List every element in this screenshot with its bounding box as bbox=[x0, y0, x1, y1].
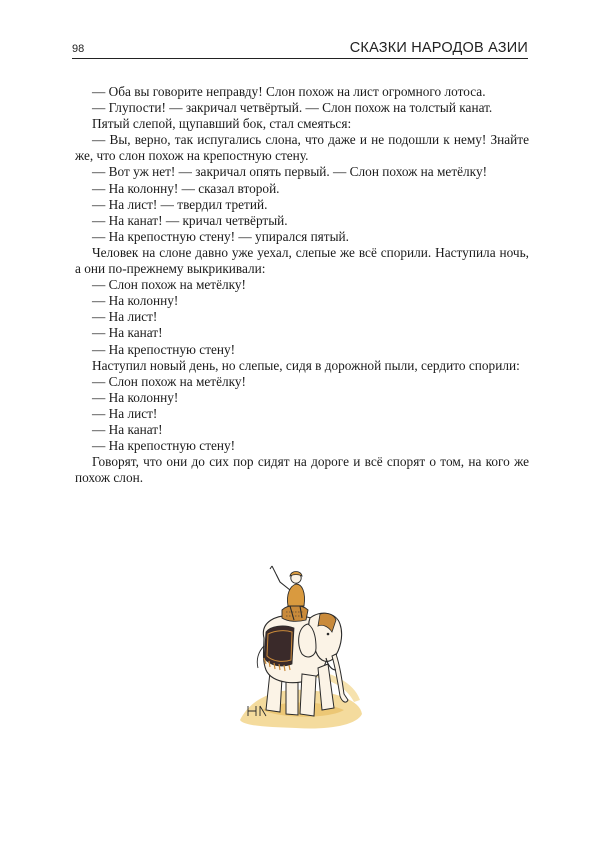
page-number: 98 bbox=[72, 43, 85, 55]
paragraph: — На канат! bbox=[92, 325, 163, 341]
saddle bbox=[282, 606, 308, 622]
paragraph: — На колонну! bbox=[92, 389, 179, 405]
page-header bbox=[72, 38, 528, 59]
paragraph: Наступил новый день, но слепые, сидя в дорожной пыли, сердито спорили: bbox=[92, 357, 520, 373]
paragraph: Человек на слоне давно уже уехал, слепые же всё спорили. Наступила ночь, а они по-прежнему выкрикивали: bbox=[75, 244, 529, 277]
elephant-eye bbox=[327, 633, 330, 636]
elephant-tail bbox=[257, 646, 264, 668]
elephant-rider-drawing bbox=[236, 560, 366, 732]
rider-goad bbox=[270, 566, 276, 574]
elephant-front-leg bbox=[300, 674, 316, 716]
paragraph: — Вот уж нет! — закричал опять первый. — Слон похож на метёлку! bbox=[92, 164, 488, 180]
paragraph: — Вы, верно, так испугались слона, что даже и не подошли к нему! Знайте же, что слон похож на крепостную стену. bbox=[75, 132, 529, 164]
running-title: СКАЗКИ НАРОДОВ АЗИИ bbox=[349, 40, 528, 56]
story-text bbox=[75, 84, 529, 486]
rider-body bbox=[287, 584, 304, 606]
paragraph: — На колонну! bbox=[92, 293, 179, 309]
paragraph: Говорят, что они до сих пор сидят на дороге и всё спорят о том, на кого же похож слон. bbox=[75, 454, 529, 486]
paragraph: — Глупости! — закричал четвёртый. — Слон похож на толстый канат. bbox=[92, 100, 493, 116]
paragraph: Пятый слепой, щупавший бок, стал смеяться: bbox=[92, 116, 352, 132]
paragraph: — На крепостную стену! bbox=[92, 438, 236, 454]
paragraph: — На канат! bbox=[92, 421, 163, 437]
rider-arm bbox=[276, 574, 290, 590]
paragraph: — Оба вы говорите неправду! Слон похож на лист огромного лотоса. bbox=[92, 84, 486, 99]
paragraph: — Слон похож на метёлку! bbox=[92, 373, 246, 389]
paragraph: — На крепостную стену! bbox=[92, 341, 236, 357]
paragraph: — На лист! bbox=[92, 309, 158, 325]
paragraph: — На канат! — кричал четвёртый. bbox=[92, 212, 288, 228]
elephant-illustration bbox=[236, 560, 366, 732]
paragraph: — Слон похож на метёлку! bbox=[92, 277, 246, 293]
paragraph: — На крепостную стену! — упирался пятый. bbox=[92, 228, 349, 244]
paragraph: — На лист! bbox=[92, 405, 158, 421]
paragraph: — На колонну! — сказал второй. bbox=[92, 180, 280, 196]
paragraph: — На лист! — твердил третий. bbox=[92, 196, 268, 212]
